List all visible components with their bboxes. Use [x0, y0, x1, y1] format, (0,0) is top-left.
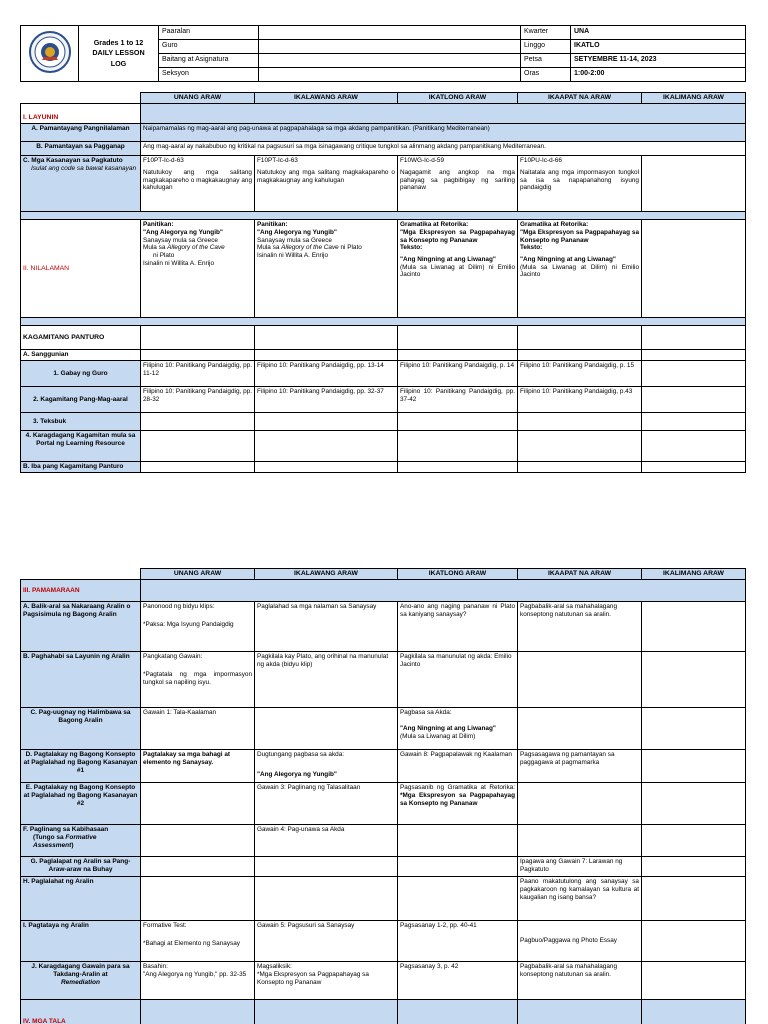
pagtataya-day-2: Gawain 5: Pagsusuri sa Sanaysay — [255, 921, 398, 962]
pagtalakay-2-label: E. Pagtalakay ng Bagong Konsepto at Paglalahad ng Bagong Kasanayan #2 — [21, 783, 141, 825]
karagdagang-gawain-day-3: Pagsasanay 3, p. 42 — [398, 962, 518, 1000]
paghahabi-day-1: Pangkatang Gawain: *Pagtatala ng mga impormasyon tungkol sa napiling isyu. — [141, 652, 255, 708]
day-header-5: IKALIMANG ARAW — [642, 93, 746, 104]
balik-aral-label: A. Balik-aral sa Nakaraang Aralin o Pagsisimula ng Bagong Aralin — [21, 602, 141, 652]
karagdagang-kagamitan-label: 4. Karagdagang Kagamitan mula sa Portal ng Learning Resource — [21, 431, 141, 462]
kasanayan-day-3: F10WG-Ic-d-59 Nagagamit ang angkop na mga pahayag sa pagbibigay ng sariling pananaw — [398, 156, 518, 212]
paghahabi-day-3: Pagkilala sa manunulat ng akda: Emilio Jacinto — [398, 652, 518, 708]
pag-uugnay-day-1: Gawain 1: Tala-Kaalaman — [141, 708, 255, 750]
balik-aral-day-2: Paglalahad sa mga nalaman sa Sanaysay — [255, 602, 398, 652]
oras-value: 1:00-2:00 — [571, 68, 746, 82]
gabay-day-1: Filipino 10: Panitikang Pandaigdig, pp. 11-12 — [141, 361, 255, 387]
linggo-label: Linggo — [521, 40, 571, 54]
kasanayan-label: C. Mga Kasanayan sa Pagkatuto Isulat ang code sa bawat kasanayan — [21, 156, 141, 212]
day-header-4-b: IKAAPAT NA ARAW — [518, 569, 642, 580]
balik-aral-day-3: Ano-ano ang naging pananaw ni Plato sa kaniyang sanaysay? — [398, 602, 518, 652]
pag-uugnay-label: C. Pag-uugnay ng Halimbawa sa Bagong Aralin — [21, 708, 141, 750]
seksyon-field[interactable] — [259, 68, 521, 82]
day-header-4: IKAAPAT NA ARAW — [518, 93, 642, 104]
day-header-3-b: IKATLONG ARAW — [398, 569, 518, 580]
mag-aaral-day-1: Filipino 10: Panitikang Pandaigdig, pp. 28-32 — [141, 387, 255, 413]
paglalapat-label: G. Paglalapat ng Aralin sa Pang-Araw-araw na Buhay — [21, 857, 141, 877]
nilalaman-day-2: Panitikan: "Ang Alegorya ng Yungib" Sanaysay mula sa Greece Mula sa Allegory of the Cave ni Plato Isinalin ni Willita A. Enrijo — [255, 220, 398, 318]
guro-field[interactable] — [259, 40, 521, 54]
baitang-field[interactable] — [259, 54, 521, 68]
pagtalakay-1-label: D. Pagtalakay ng Bagong Konsepto at Paglalahad ng Bagong Kasanayan #1 — [21, 750, 141, 783]
pamantayang-pangnilalaman-text: Naipamamalas ng mag-aaral ang pag-unawa at pagpapahalaga sa mga akdang pampanitikan. (Panitikang Mediterranean) — [141, 124, 746, 142]
kwarter-label: Kwarter — [521, 26, 571, 40]
day-header-2: IKALAWANG ARAW — [255, 93, 398, 104]
day-header-5-b: IKALIMANG ARAW — [642, 569, 746, 580]
pagtalakay-2-day-2: Gawain 3: Paglinang ng Talasalitaan — [255, 783, 398, 825]
pamantayan-sa-pagganap-text: Ang mag-aaral ay nakabubuo ng kritikal na pagsusuri sa mga isinagawang critique tungkol sa alinmang akdang pampanitikang Mediterranean. — [141, 142, 746, 156]
pagtalakay-2-day-3: Pagsasanib ng Gramatika at Retorika: *Mga Ekspresyon sa Pagpapahayag sa Konsepto ng Pananaw — [398, 783, 518, 825]
gabay-day-4: Filipino 10: Panitikang Pandaigdig, p. 15 — [518, 361, 642, 387]
teksbuk-label: 3. Teksbuk — [21, 413, 141, 431]
paglinang-day-2: Gawain 4: Pag-unawa sa Akda — [255, 825, 398, 857]
pamamaraan-heading: III. PAMAMARAAN — [21, 580, 141, 602]
balik-aral-day-4: Pagbabalik-aral sa mahahalagang konseptong natutunan sa aralin. — [518, 602, 642, 652]
deped-seal-cell — [21, 26, 79, 82]
nilalaman-day-3: Gramatika at Retorika: "Mga Ekspresyon sa Pagpapahayag sa Konsepto ng Pananaw Teksto: "Ang Ningning at ang Liwanag" (Mula sa Liwanag at Dilim) ni Emilio Jacinto — [398, 220, 518, 318]
petsa-label: Petsa — [521, 54, 571, 68]
mga-tala-heading: IV. MGA TALA — [21, 1000, 141, 1024]
pagtataya-day-3: Pagsasanay 1-2, pp. 40-41 — [398, 921, 518, 962]
karagdagang-gawain-day-1: Basahin: "Ang Alegorya ng Yungib," pp. 32-35 — [141, 962, 255, 1000]
mag-aaral-day-2: Filipino 10: Panitikang Pandaigdig, pp. 32-37 — [255, 387, 398, 413]
guro-label: Guro — [159, 40, 259, 54]
nilalaman-day-5 — [642, 220, 746, 318]
lesson-table-bottom — [20, 568, 746, 1024]
sanggunian-label: A. Sanggunian — [21, 350, 141, 361]
paghahabi-label: B. Paghahabi sa Layunin ng Aralin — [21, 652, 141, 708]
deped-seal-icon — [28, 30, 72, 74]
baitang-label: Baitang at Asignatura — [159, 54, 259, 68]
karagdagang-gawain-day-2: Magsaliksik: *Mga Ekspresyon sa Pagpapahayag sa Konsepto ng Pananaw — [255, 962, 398, 1000]
paglalapat-day-4: Ipagawa ang Gawain 7: Larawan ng Pagkatuto — [518, 857, 642, 877]
header-table — [20, 25, 746, 82]
day-header-1: UNANG ARAW — [141, 93, 255, 104]
lesson-table-top — [20, 92, 746, 473]
seksyon-label: Seksyon — [159, 68, 259, 82]
nilalaman-day-1: Panitikan: "Ang Alegorya ng Yungib" Sanaysay mula sa Greece Mula sa Allegory of the Cave ni Plato Isinalin ni Willita A. Enrijo — [141, 220, 255, 318]
mag-aaral-day-3: Filipino 10: Panitikang Pandaigdig, pp. 37-42 — [398, 387, 518, 413]
pagtalakay-1-day-4: Pagsasagawa ng pamantayan sa paggagawa at pagmamarka — [518, 750, 642, 783]
mag-aaral-day-5 — [642, 387, 746, 413]
kagamitang-panturo-heading: KAGAMITANG PANTURO — [21, 326, 141, 350]
kwarter-value: UNA — [571, 26, 746, 40]
pagtataya-day-1: Formative Test: *Bahagi at Elemento ng Sanaysay — [141, 921, 255, 962]
petsa-value: SETYEMBRE 11-14, 2023 — [571, 54, 746, 68]
pagtataya-label: I. Pagtataya ng Aralin — [21, 921, 141, 962]
nilalaman-day-4: Gramatika at Retorika: "Mga Ekspresyon sa Pagpapahayag sa Konsepto ng Pananaw Teksto: "Ang Ningning at ang Liwanag" (Mula sa Liwanag at Dilim) ni Emilio Jacinto — [518, 220, 642, 318]
paaralan-label: Paaralan — [159, 26, 259, 40]
paglalahat-label: H. Paglalahat ng Aralin — [21, 877, 141, 921]
karagdagang-gawain-day-4: Pagbabalik-aral sa mahahalagang konseptong natutunan sa aralin. — [518, 962, 642, 1000]
paaralan-field[interactable] — [259, 26, 521, 40]
gabay-day-2: Filipino 10: Panitikang Pandaigdig, pp. 13-14 — [255, 361, 398, 387]
pag-uugnay-day-3: Pagbasa sa Akda: "Ang Ningning at ang Liwanag" (Mula sa Liwanag at Dilim) — [398, 708, 518, 750]
nilalaman-label: II. NILALAMAN — [21, 220, 141, 318]
kasanayan-day-4: F10PU-Ic-d-66 Naitatala ang mga impormasyon tungkol sa isa sa napapanahong isyung pandaigdig — [518, 156, 642, 212]
paglalahat-day-4: Paano makatutulong ang sanaysay sa pagkakaroon ng kamalayan sa kultura at kaugalian ng isang bansa? — [518, 877, 642, 921]
day-header-3: IKATLONG ARAW — [398, 93, 518, 104]
pamantayang-pangnilalaman-label: A. Pamantayang Pangnilalaman — [21, 124, 141, 142]
karagdagang-gawain-label: J. Karagdagang Gawain para sa Takdang-Aralin at Remediation — [21, 962, 141, 1000]
kasanayan-day-1: F10PT-Ic-d-63 Natutukoy ang mga salitang magkakapareho o magkakaugnay ang kahulugan — [141, 156, 255, 212]
gabay-day-3: Filipino 10: Panitikang Pandaigdig, p. 14 — [398, 361, 518, 387]
iba-pang-kagamitan-label: B. Iba pang Kagamitang Panturo — [21, 462, 141, 473]
oras-label: Oras — [521, 68, 571, 82]
kasanayan-note: Isulat ang code sa bawat kasanayan — [31, 164, 137, 172]
mag-aaral-day-4: Filipino 10: Panitikang Pandaigdig, p.43 — [518, 387, 642, 413]
pamantayan-sa-pagganap-label: B. Pamantayan sa Pagganap — [21, 142, 141, 156]
dll-title: Grades 1 to 12 DAILY LESSON LOG — [79, 26, 159, 82]
paghahabi-day-2: Pagkilala kay Plato, ang orihinal na manunulat ng akda (bidyu klip) — [255, 652, 398, 708]
balik-aral-day-5 — [642, 602, 746, 652]
kasanayan-day-5 — [642, 156, 746, 212]
kagamitang-mag-aaral-label: 2. Kagamitang Pang-Mag-aaral — [21, 387, 141, 413]
kasanayan-day-2: F10PT-Ic-d-63 Natutukoy ang mga salitang magkakapareho o magkakaugnay ang kahulugan — [255, 156, 398, 212]
gabay-ng-guro-label: 1. Gabay ng Guro — [21, 361, 141, 387]
paglinang-label: F. Paglinang sa Kabihasaan (Tungo sa Formative Assessment) — [21, 825, 141, 857]
gabay-day-5 — [642, 361, 746, 387]
day-header-2-b: IKALAWANG ARAW — [255, 569, 398, 580]
day-header-1-b: UNANG ARAW — [141, 569, 255, 580]
pagtalakay-1-day-1: Pagtalakay sa mga bahagi at elemento ng Sanaysay. — [141, 750, 255, 783]
pagtalakay-1-day-3: Gawain 8: Pagpapalawak ng Kaalaman — [398, 750, 518, 783]
linggo-value: IKATLO — [571, 40, 746, 54]
pagtataya-day-4: Pagbuo/Paggawa ng Photo Essay — [518, 921, 642, 962]
pagtalakay-1-day-2: Dugtungang pagbasa sa akda: "Ang Alegorya ng Yungib" — [255, 750, 398, 783]
layunin-heading: I. LAYUNIN — [21, 104, 141, 124]
balik-aral-day-1: Panonood ng bidyu klips: *Paksa: Mga Isyung Pandaigdig — [141, 602, 255, 652]
